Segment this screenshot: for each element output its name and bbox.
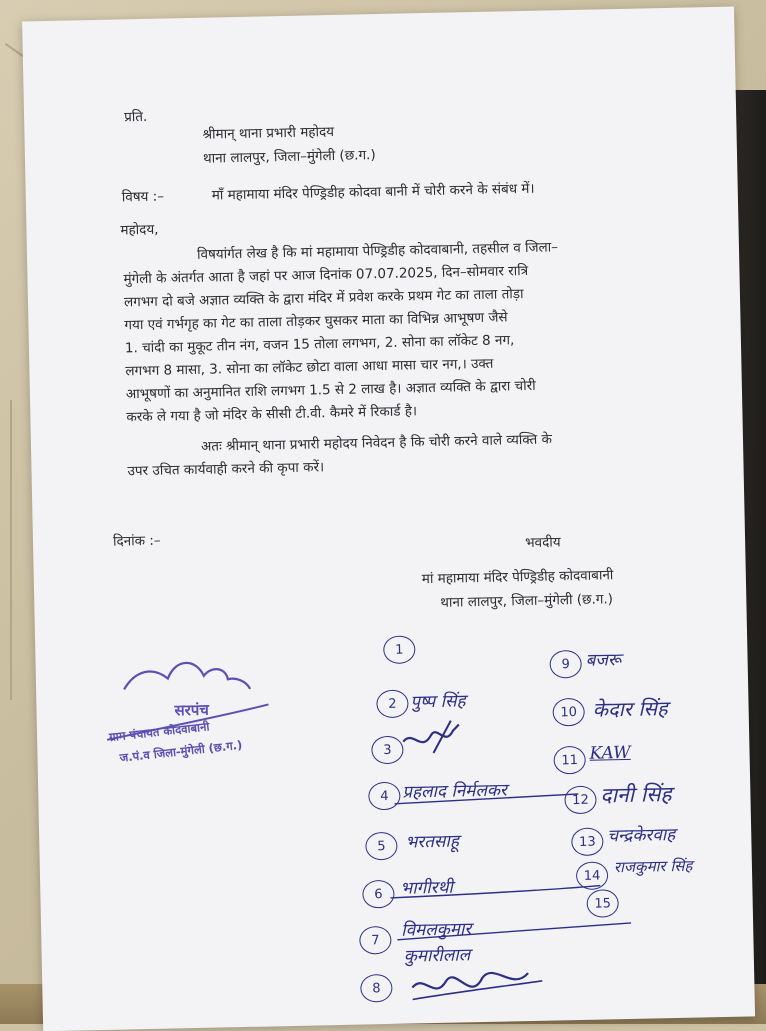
- signature-name: केदार सिंह: [592, 696, 668, 722]
- stamp-line-1: ग्राम पंचायत कोदवाबानी: [108, 719, 210, 745]
- subject-text: माँ महामाया मंदिर पेण्ड्रिडीह कोदवा बानी में चोरी करने के संबंध में।: [211, 180, 535, 204]
- signature-number: 5: [365, 832, 398, 861]
- signature-number: 12: [564, 786, 597, 815]
- signature-name: KAW: [589, 742, 631, 764]
- sender-line-1: मां महामाया मंदिर पेण्ड्रिडीह कोदवाबानी: [421, 567, 614, 588]
- signature-name: भरतसाहू: [405, 831, 460, 853]
- addressee-line-2: थाना लालपुर, जिला–मुंगेली (छ.ग.): [202, 147, 376, 167]
- signature-name: दानी सिंह: [600, 782, 672, 808]
- signature-number: 9: [549, 650, 582, 679]
- signature-number: 8: [360, 974, 393, 1003]
- signature-number: 2: [376, 690, 409, 719]
- sender-line-2: थाना लालपुर, जिला–मुंगेली (छ.ग.): [440, 591, 614, 611]
- signature-number: 11: [553, 746, 586, 775]
- signature-number: 4: [368, 782, 401, 811]
- request-line: उपर उचित कार्यवाही करने की कृपा करें।: [127, 459, 325, 480]
- date-label: दिनांक :–: [112, 532, 161, 550]
- signature-number: 10: [552, 698, 585, 727]
- signature-name: भागीरथी: [400, 877, 454, 899]
- signature-name: बजरू: [585, 650, 622, 671]
- closing: भवदीय: [524, 534, 561, 552]
- signature-name: चन्द्रकेरवाह: [607, 824, 676, 847]
- signature-number: 6: [362, 880, 395, 909]
- prati-label: प्रति.: [123, 108, 148, 126]
- body-line: लगभग 8 मासा, 3. सोना का लॉकेट छोटा वाला आधा मासा चार नग,। उक्त: [125, 355, 494, 380]
- subject-label: विषय :–: [121, 188, 165, 206]
- signature-number: 13: [571, 827, 604, 856]
- addressee-line-1: श्रीमान् थाना प्रभारी महोदय: [202, 123, 335, 143]
- signature-number: 3: [371, 736, 404, 765]
- tile-grout: [10, 400, 12, 700]
- body-line: लगभग दो बजे अज्ञात व्यक्ति के द्वारा मंदिर में प्रवेश करके प्रथम गेट का ताला तोड़ा: [123, 286, 524, 311]
- signature-name: विमलकुमार: [400, 919, 472, 941]
- stamp-role: सरपंच: [174, 700, 210, 720]
- stamp-line-2: ज.पं.व जिला-मुंगेली (छ.ग.): [118, 737, 243, 765]
- body-line: 1. चांदी का मुकूट तीन नंग, वजन 15 तोला लगभग, 2. सोना का लॉकेट 8 नग,: [124, 332, 515, 357]
- salutation: महोदय,: [120, 221, 159, 239]
- signature-number: 1: [383, 635, 416, 664]
- letter-body: [123, 236, 562, 429]
- body-line: विषयांर्गत लेख है कि मां महामाया पेण्ड्रिडीह कोदवाबानी, तहसील व जिला–: [196, 239, 559, 263]
- signature-number: 15: [586, 889, 619, 918]
- signature-name: पुष्प सिंह: [410, 691, 466, 713]
- signature-number: 14: [576, 861, 609, 890]
- request-paragraph: [127, 428, 553, 483]
- body-line: मुंगेली के अंतर्गत आता है जहां पर आज दिनांक 07.07.2025, दिन–सोमवार रात्रि: [123, 262, 529, 288]
- signature-number: 7: [359, 926, 392, 955]
- signature-name: प्रहलाद निर्मलकर: [402, 780, 508, 803]
- signature-name-extra: कुमारीलाल: [403, 945, 471, 967]
- stamp-scribble: [22, 7, 755, 1031]
- signature-scribbles: [22, 7, 755, 1031]
- letter-paper: [22, 7, 755, 1031]
- body-line: गया एवं गर्भगृह का गेट का ताला तोड़कर घुसकर माता का विभिन्न आभूषण जैसे: [124, 309, 508, 334]
- request-line: अतः श्रीमान् थाना प्रभारी महोदय निवेदन है कि चोरी करने वाले व्यक्ति के: [200, 431, 553, 455]
- body-line: करके ले गया है जो मंदिर के सीसी टी.वी. कैमरे में रिकार्ड है।: [126, 403, 418, 426]
- body-line: आभूषणों का अनुमानित राशि लगभग 1.5 से 2 लाख है। अज्ञात व्यक्ति के द्वारा चोरी: [125, 377, 536, 403]
- signature-name: राजकुमार सिंह: [613, 856, 693, 877]
